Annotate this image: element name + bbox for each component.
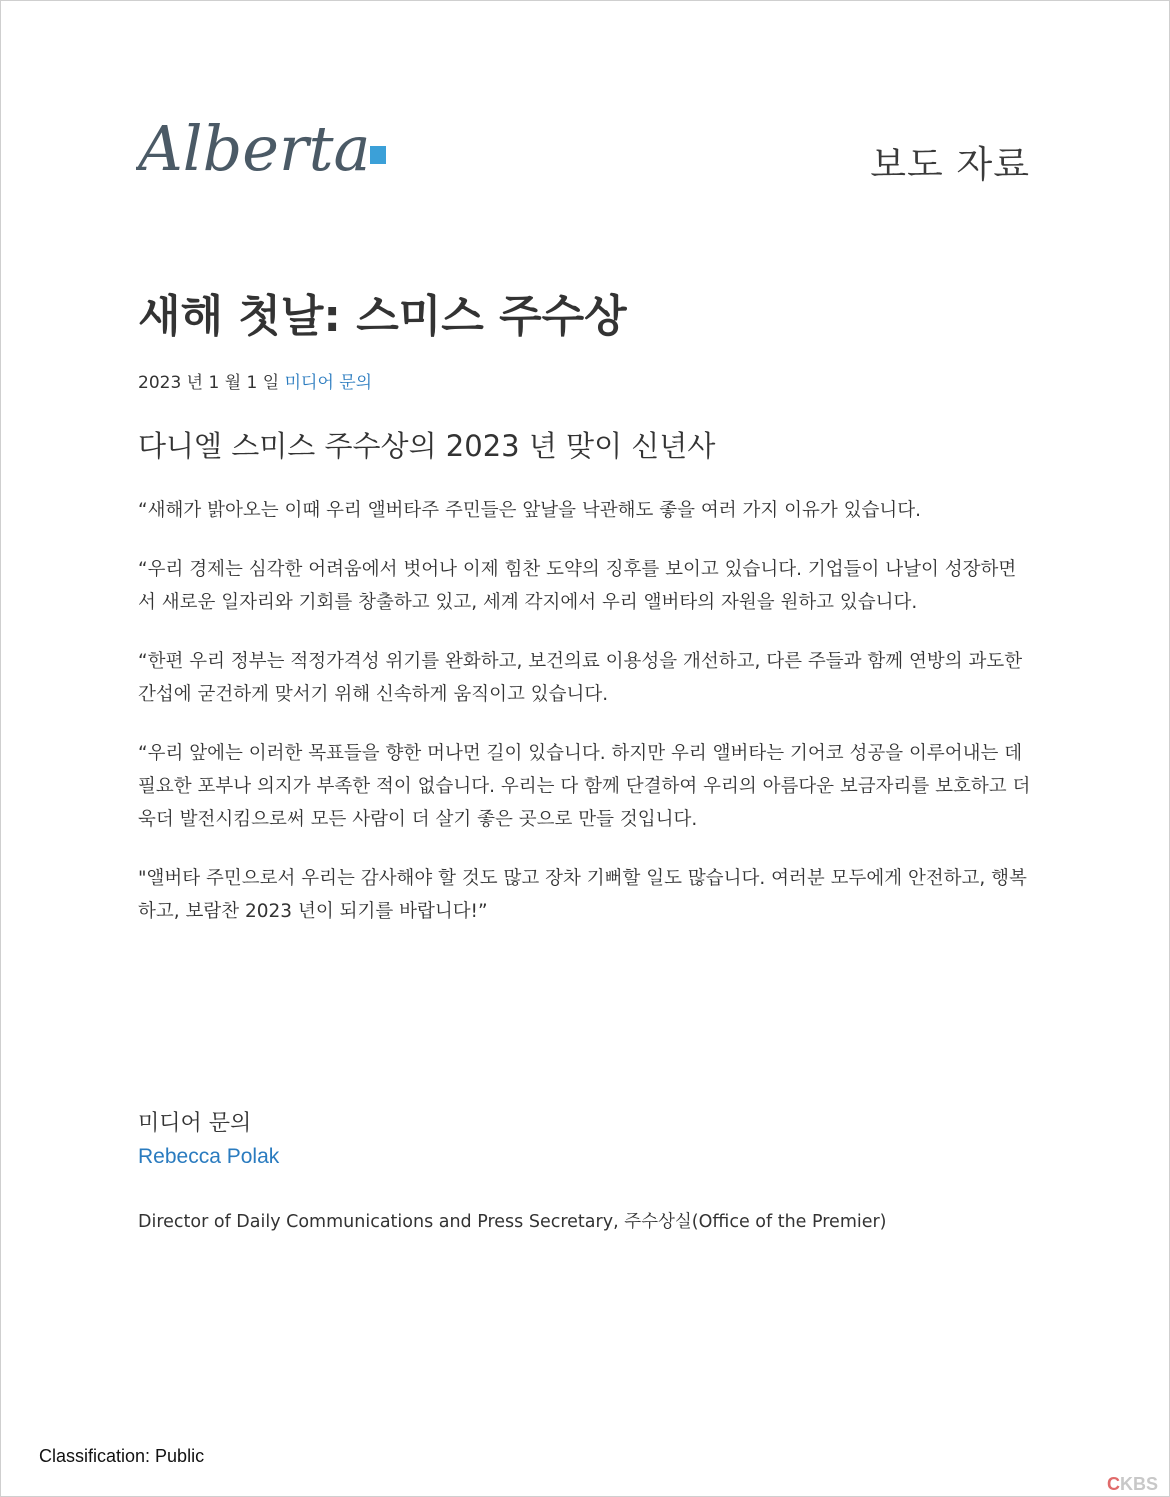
alberta-logo-wordmark — [136, 104, 396, 188]
paragraph: “한편 우리 정부는 적정가격성 위기를 완화하고, 보건의료 이용성을 개선하고, 다른 주들과 함께 연방의 과도한 간섭에 굳건하게 맞서기 위해 신속하게 움직이고 있습니다. — [138, 651, 1023, 705]
paragraph: "앨버타 주민으로서 우리는 감사해야 할 것도 많고 장차 기뻐할 일도 많습니다. 여러분 모두에게 안전하고, 행복하고, 보람찬 2023 년이 되기를 바랍니다!” — [138, 868, 1027, 922]
paragraph: “새해가 밝아오는 이때 우리 앨버타주 주민들은 앞날을 낙관해도 좋을 여러 가지 이유가 있습니다. — [138, 500, 922, 521]
release-date: 2023 년 1 월 1 일 — [138, 373, 280, 393]
dateline — [138, 368, 372, 393]
paragraph: “우리 앞에는 이러한 목표들을 향한 머나먼 길이 있습니다. 하지만 우리 앨버타는 기어코 성공을 이루어내는 데 필요한 포부나 의지가 부족한 적이 없습니다. 우리는 다 함께 단결하여 우리의 아름다운 보금자리를 보호하고 더욱더 발전시킴으로써 모든 사람이 더 살기 좋은 곳으로 만들 것입니다. — [138, 743, 1031, 830]
paragraph: “우리 경제는 심각한 어려움에서 벗어나 이제 힘찬 도약의 징후를 보이고 있습니다. 기업들이 나날이 성장하면서 새로운 일자리와 기회를 창출하고 있고, 세계 각지에서 우리 앨버타의 자원을 원하고 있습니다. — [138, 559, 1017, 613]
article-subtitle: 다니엘 스미스 주수상의 2023 년 맞이 신년사 — [138, 429, 716, 463]
watermark-c: C — [1106, 1474, 1120, 1494]
doc-type-label: 보도 자료 — [870, 143, 1030, 186]
contact-role: Director of Daily Communications and Press Secretary, 주수상실(Office of the Premier) — [138, 1212, 887, 1232]
logo-accent-square — [370, 146, 386, 164]
alberta-logo-text: Alberta — [138, 112, 371, 185]
page-title: 새해 첫날: 스미스 주수상 — [138, 291, 627, 342]
alberta-logo — [136, 104, 396, 188]
contact-heading: 미디어 문의 — [138, 1111, 252, 1136]
article-body — [138, 494, 1033, 954]
ckbs-watermark — [1107, 1474, 1158, 1495]
classification-label: Classification: Public — [39, 1446, 205, 1466]
watermark-rest: KBS — [1119, 1474, 1158, 1494]
contact-name-link[interactable]: Rebecca Polak — [138, 1145, 280, 1168]
media-inquiry-link[interactable]: 미디어 문의 — [284, 373, 373, 393]
